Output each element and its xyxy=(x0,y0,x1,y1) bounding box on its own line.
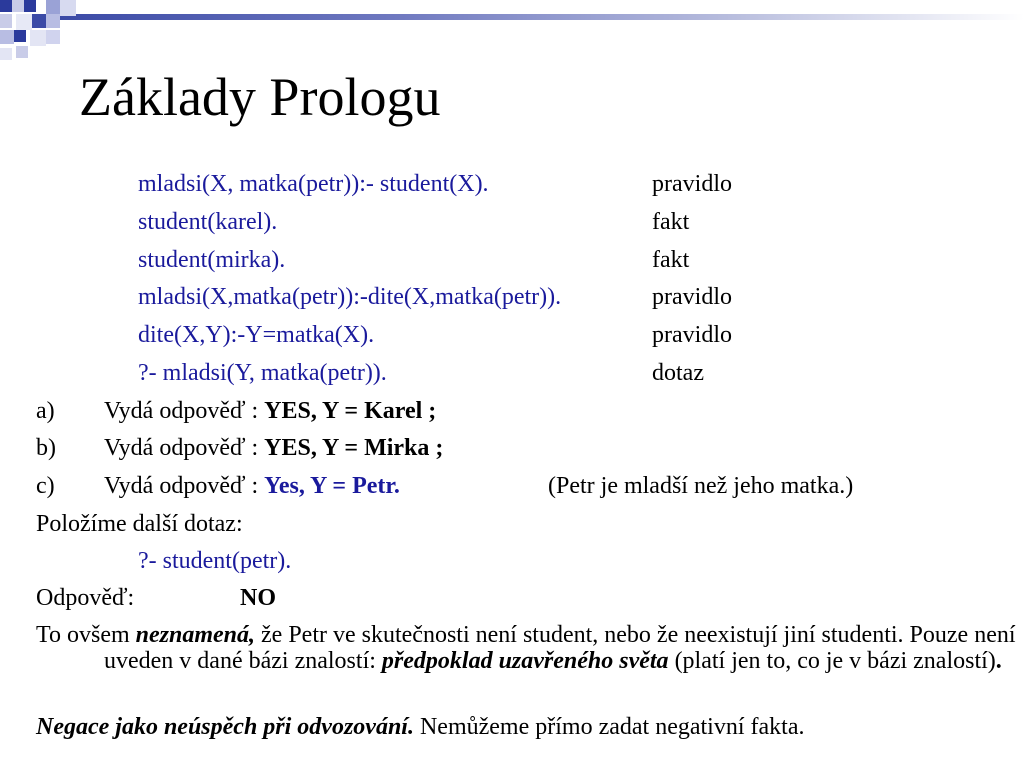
answer-label: Odpověď: xyxy=(36,585,135,611)
answer-value: YES, Y = Karel ; xyxy=(264,398,437,424)
para1-text: že Petr ve skutečnosti není student, nebo že neexistují jiní studenti. Pouze není uveden v dané bázi znalostí: xyxy=(104,622,1016,674)
para1-term: předpoklad uzavřeného světa xyxy=(381,648,669,674)
header-gradient-bar xyxy=(60,14,1024,20)
answer-prefix: Vydá odpověď : xyxy=(104,473,265,499)
program-line: ?- mladsi(Y, matka(petr)). xyxy=(138,360,387,386)
deco-square xyxy=(46,14,60,28)
deco-square xyxy=(14,30,26,42)
program-line-kind: pravidlo xyxy=(652,284,732,310)
answer-note: (Petr je mladší než jeho matka.) xyxy=(548,473,854,499)
program-line-kind: pravidlo xyxy=(652,322,732,348)
deco-square xyxy=(32,14,46,28)
deco-square xyxy=(16,14,32,30)
deco-square xyxy=(24,0,36,12)
program-line-kind: dotaz xyxy=(652,360,704,386)
deco-square xyxy=(46,0,60,14)
answer-marker: c) xyxy=(36,473,55,499)
another-query-label: Položíme další dotaz: xyxy=(36,511,243,537)
deco-square xyxy=(0,48,12,60)
program-line: mladsi(X, matka(petr)):- student(X). xyxy=(138,171,489,197)
deco-square xyxy=(30,30,46,46)
program-line: mladsi(X,matka(petr)):-dite(X,matka(petr)). xyxy=(138,284,562,310)
para2-term: Negace jako neúspěch při odvozování. xyxy=(36,714,414,740)
program-line-kind: pravidlo xyxy=(652,171,732,197)
deco-square xyxy=(12,0,24,12)
para2-text: Nemůžeme přímo zadat negativní fakta. xyxy=(413,714,805,740)
answer-b xyxy=(104,434,443,462)
deco-square xyxy=(0,0,12,12)
deco-square xyxy=(0,30,14,44)
answer-prefix: Vydá odpověď : xyxy=(104,435,265,461)
deco-square xyxy=(0,14,12,28)
deco-square xyxy=(46,30,60,44)
program-line-kind: fakt xyxy=(652,209,690,235)
para1-period: . xyxy=(995,648,1002,674)
para1-emphasis: neznamená, xyxy=(135,622,256,648)
program-line: student(mirka). xyxy=(138,247,286,273)
para1-text: (platí jen to, co je v bázi znalostí) xyxy=(668,648,996,674)
answer-marker: b) xyxy=(36,435,56,461)
answer-marker: a) xyxy=(36,398,55,424)
slide-title: Základy Prologu xyxy=(79,67,441,127)
answer-value: Yes, Y = Petr. xyxy=(264,473,400,499)
deco-square xyxy=(16,46,28,58)
answer-prefix: Vydá odpověď : xyxy=(104,398,265,424)
answer-c xyxy=(104,472,400,500)
deco-square xyxy=(60,0,76,16)
answer-a xyxy=(104,397,436,425)
program-line: student(karel). xyxy=(138,209,278,235)
answer-value: YES, Y = Mirka ; xyxy=(264,435,444,461)
closed-world-paragraph xyxy=(36,622,1024,674)
program-line: dite(X,Y):-Y=matka(X). xyxy=(138,322,375,348)
negation-paragraph xyxy=(36,714,996,740)
another-query: ?- student(petr). xyxy=(138,548,292,574)
program-line-kind: fakt xyxy=(652,247,690,273)
answer-no: NO xyxy=(240,585,276,611)
para1-text: To ovšem xyxy=(36,622,136,648)
